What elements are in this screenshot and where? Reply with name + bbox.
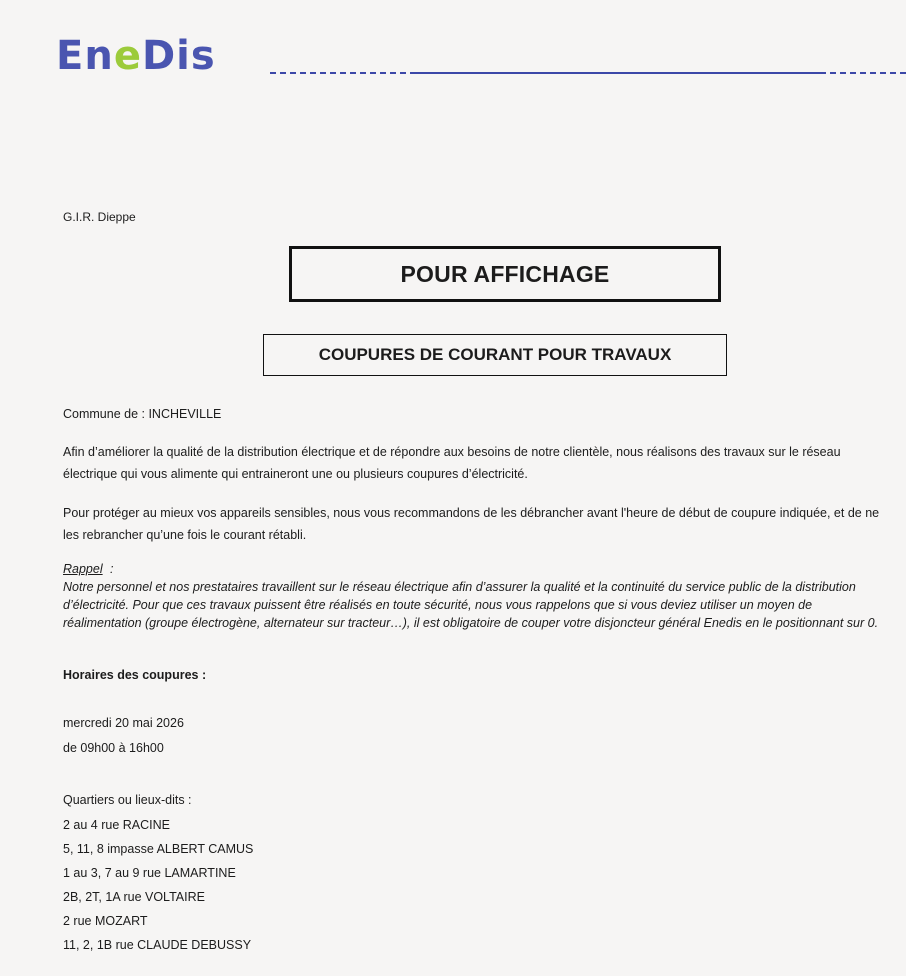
- list-item: 2 au 4 rue RACINE: [63, 818, 170, 832]
- quartiers-list: [63, 813, 253, 957]
- sender-label: G.I.R. Dieppe: [63, 210, 136, 224]
- list-item: 2B, 2T, 1A rue VOLTAIRE: [63, 890, 205, 904]
- title-pour-affichage: POUR AFFICHAGE: [289, 246, 721, 302]
- list-item: 1 au 3, 7 au 9 rue LAMARTINE: [63, 866, 236, 880]
- list-item: 2 rue MOZART: [63, 914, 148, 928]
- horaires-heading: Horaires des coupures :: [63, 668, 207, 682]
- rappel-text: Notre personnel et nos prestataires travaillent sur le réseau électrique afin d’assurer la qualité et la continuité du service public de la distribution d’électricité. Pour que ces travaux puissent être réalisés en toute sécurité, nous vous rappelons que si vous deviez utiliser un moyen de réalimentation (groupe électrogène, alternateur sur tracteur…), il est obligatoire de couper votre disjoncteur général Enedis en le positionnant sur 0.: [63, 580, 879, 630]
- outage-date: mercredi 20 mai 2026: [63, 716, 184, 730]
- outage-hours: de 09h00 à 16h00: [63, 741, 164, 755]
- list-item: 11, 2, 1B rue CLAUDE DEBUSSY: [63, 938, 252, 952]
- commune-line: Commune de : INCHEVILLE: [63, 407, 222, 421]
- header-rule: [270, 72, 906, 74]
- paragraph-intro: Afin d’améliorer la qualité de la distribution électrique et de répondre aux besoins de notre clientèle, nous réalisons des travaux sur le réseau électrique qui vous alimente qui entraineront une ou plusieurs coupures d’électricité.: [63, 445, 841, 481]
- enedis-logo: EneDis: [56, 33, 216, 79]
- quartiers-heading: Quartiers ou lieux-dits :: [63, 793, 192, 807]
- rappel-heading: Rappel: [63, 562, 103, 576]
- paragraph-recommendation: Pour protéger au mieux vos appareils sensibles, nous vous recommandons de les débrancher avant l'heure de début de coupure indiquée, et de ne les rebrancher qu’une fois le courant rétabli.: [63, 506, 880, 542]
- rappel-colon: :: [110, 562, 114, 576]
- list-item: 5, 11, 8 impasse ALBERT CAMUS: [63, 842, 254, 856]
- title-coupures: COUPURES DE COURANT POUR TRAVAUX: [263, 334, 727, 376]
